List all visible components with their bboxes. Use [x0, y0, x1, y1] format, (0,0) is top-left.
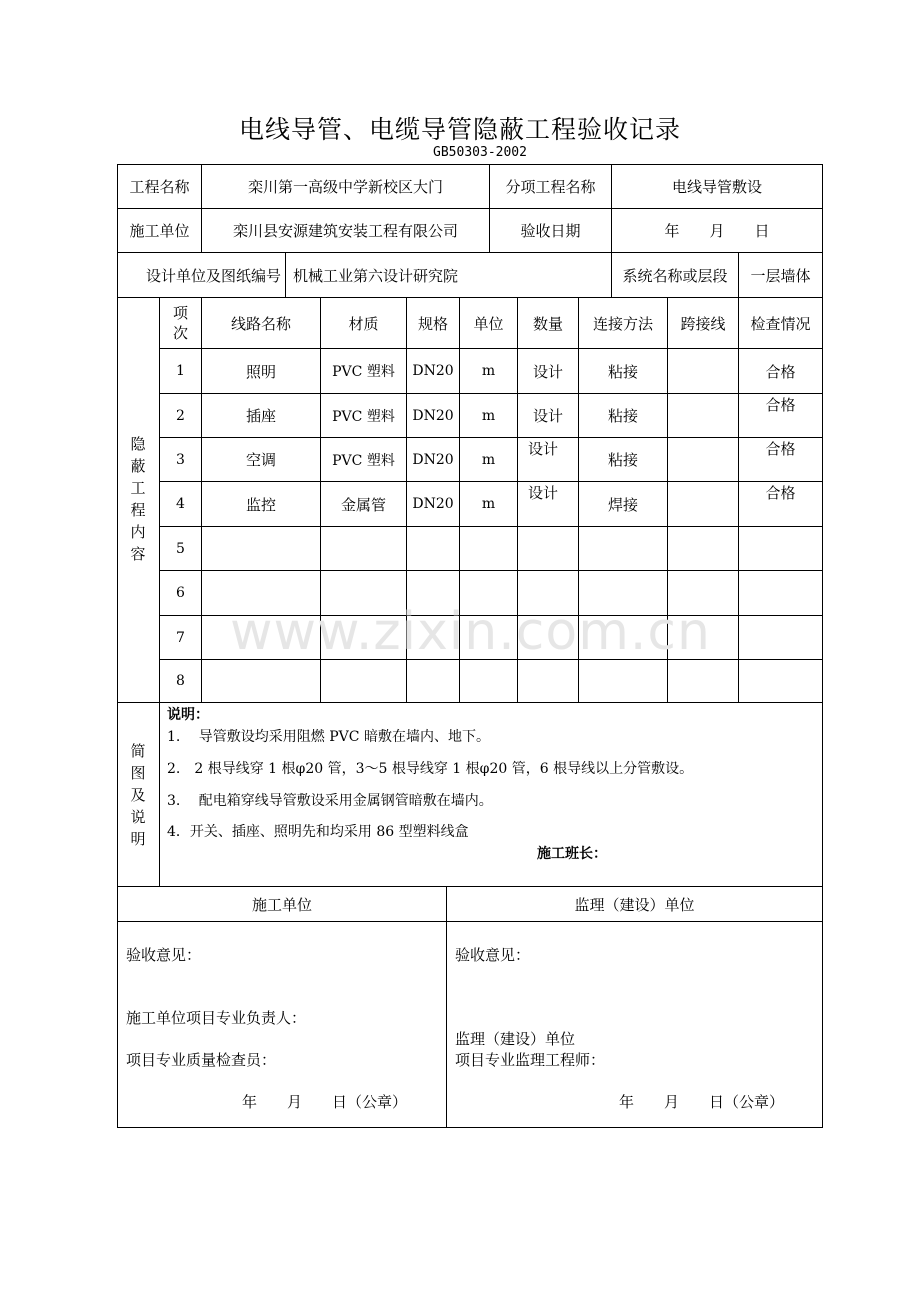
- cell-qty: 设计: [532, 362, 563, 381]
- notes-item: 1. 导管敷设均采用阻燃 PVC 暗敷在墙内、地下。: [167, 729, 490, 745]
- cell-line: 空调: [245, 451, 276, 469]
- notes-item: 4．开关、插座、照明先和均采用 86 型塑料线盒: [167, 824, 469, 840]
- cell-check: 合格: [765, 439, 796, 458]
- right-opinion-label: 验收意见：: [455, 946, 531, 964]
- right-date-seal: 年 月 日（公章）: [619, 1093, 785, 1111]
- cell-spec: DN20: [412, 451, 454, 468]
- header-material: 材质: [348, 314, 379, 333]
- cell-spec: DN20: [412, 407, 454, 424]
- cell-no: 7: [176, 629, 185, 646]
- sub-project-label: 分项工程名称: [505, 178, 596, 196]
- side-char: 说: [130, 808, 146, 826]
- acceptance-date-label: 验收日期: [520, 222, 581, 240]
- left-project-lead: 施工单位项目专业负责人：: [126, 1009, 307, 1027]
- side-char: 隐: [130, 435, 146, 453]
- side-char: 蔽: [130, 457, 146, 475]
- cell-check: 合格: [765, 483, 796, 502]
- cell-unit: m: [481, 451, 496, 468]
- cell-material: PVC 塑料: [332, 408, 395, 425]
- project-name-label: 工程名称: [129, 178, 190, 196]
- acceptance-date-value: [612, 209, 822, 252]
- right-supervision-unit: 监理（建设）单位: [455, 1030, 576, 1048]
- side-char: 简: [130, 742, 146, 760]
- date-day: 日: [754, 222, 770, 240]
- left-date-seal: 年 月 日（公章）: [242, 1093, 408, 1111]
- cell-material: 金属管: [340, 495, 386, 514]
- right-supervising-engineer: 项目专业监理工程师：: [455, 1051, 606, 1069]
- side-char: 程: [130, 501, 146, 519]
- cell-no: 4: [176, 496, 185, 512]
- cell-material: PVC 塑料: [332, 364, 395, 380]
- cell-connection: 焊接: [607, 495, 638, 514]
- cell-check: 合格: [765, 395, 796, 414]
- header-spec: 规格: [417, 314, 448, 333]
- system-label: 系统名称或层段: [622, 266, 728, 285]
- cell-line: 插座: [245, 407, 276, 425]
- header-jumper: 跨接线: [680, 314, 726, 333]
- sub-project-value: 电线导管敷设: [671, 178, 762, 196]
- notes-side-label: [127, 740, 149, 850]
- cell-connection: 粘接: [607, 362, 638, 381]
- cell-no: 2: [176, 407, 185, 424]
- cell-unit: m: [481, 363, 496, 379]
- header-unit: 单位: [473, 314, 504, 333]
- side-char: 容: [130, 545, 146, 563]
- cell-no: 5: [176, 540, 185, 557]
- notes-item: 2. 2 根导线穿 1 根φ20 管，3～5 根导线穿 1 根φ20 管，6 根导线以上分管敷设。: [167, 761, 694, 777]
- supervision-unit-header: 监理（建设）单位: [574, 895, 695, 914]
- cell-spec: DN20: [412, 496, 454, 512]
- cell-connection: 粘接: [607, 407, 638, 425]
- header-check: 检查情况: [750, 314, 811, 333]
- cell-jumper: [668, 482, 738, 526]
- cell-jumper: [668, 349, 738, 393]
- cell-no: 3: [176, 451, 185, 468]
- design-unit-value: 机械工业第六设计研究院: [293, 266, 459, 285]
- header-item-char: 次: [172, 324, 188, 342]
- header-item-no: [160, 298, 201, 348]
- notes-item: 3. 配电箱穿线导管敷设采用金属钢管暗敷在墙内。: [167, 793, 493, 809]
- notes-heading: 说明：: [167, 707, 209, 723]
- cell-unit: m: [481, 496, 496, 512]
- cell-jumper: [668, 394, 738, 437]
- header-connection: 连接方法: [592, 314, 653, 333]
- project-name-value: 栾川第一高级中学新校区大门: [247, 178, 443, 196]
- page-title: 电线导管、电缆导管隐蔽工程验收记录: [238, 115, 681, 144]
- header-qty: 数量: [532, 314, 563, 333]
- cell-unit: m: [481, 407, 496, 424]
- cell-check: 合格: [765, 362, 796, 381]
- watermark: www.zixin.com.cn: [230, 602, 711, 662]
- cell-spec: DN20: [412, 363, 454, 379]
- cell-connection: 粘接: [607, 451, 638, 469]
- side-char: 图: [130, 764, 146, 782]
- cell-line: 监控: [245, 495, 276, 514]
- standard-code: GB50303-2002: [433, 145, 527, 160]
- construction-unit-label: 施工单位: [129, 222, 190, 240]
- construction-unit-header: 施工单位: [251, 895, 312, 914]
- foreman-label: 施工班长：: [537, 846, 607, 862]
- side-char: 明: [130, 830, 146, 848]
- side-char: 工: [130, 479, 146, 497]
- construction-unit-value: 栾川县安源建筑安装工程有限公司: [232, 222, 458, 240]
- header-item-char: 项: [172, 304, 188, 322]
- cell-line: 照明: [245, 362, 276, 381]
- hidden-work-side-label: [127, 433, 149, 565]
- side-char: 及: [130, 786, 146, 804]
- cell-material: PVC 塑料: [332, 452, 395, 469]
- side-char: 内: [130, 523, 146, 541]
- date-month: 月: [709, 222, 725, 240]
- cell-qty: 设计: [532, 407, 563, 425]
- cell-qty: 设计: [527, 439, 558, 458]
- design-unit-label: 设计单位及图纸编号: [145, 266, 281, 285]
- cell-no: 8: [176, 673, 185, 689]
- left-quality-inspector: 项目专业质量检查员：: [126, 1051, 277, 1069]
- cell-qty: 设计: [527, 483, 558, 502]
- system-value: 一层墙体: [750, 266, 811, 285]
- date-year: 年: [664, 222, 680, 240]
- cell-jumper: [668, 438, 738, 481]
- cell-no: 6: [176, 585, 185, 601]
- left-opinion-label: 验收意见：: [126, 946, 202, 964]
- cell-no: 1: [176, 363, 185, 379]
- header-line-name: 线路名称: [230, 314, 291, 333]
